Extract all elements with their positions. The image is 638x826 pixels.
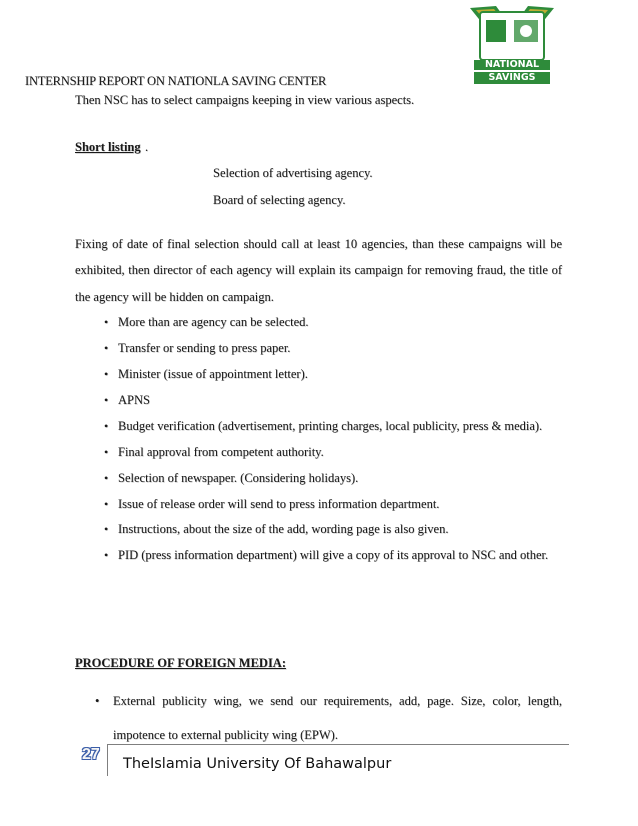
bullet-icon: • [95, 694, 100, 708]
paragraph-line: the agency will be hidden on campaign. [75, 290, 274, 304]
bullet-icon: • [104, 548, 109, 562]
list-item-text: More than are agency can be selected. [118, 315, 309, 329]
foreign-bullet-line: impotence to external publicity wing (EPW). [113, 728, 338, 742]
bullet-icon: • [104, 393, 109, 407]
footer-university: TheIslamia University Of Bahawalpur [123, 756, 392, 772]
list-item-text: Budget verification (advertisement, printing charges, local publicity, press & media). [118, 419, 543, 433]
page-number: 27 [82, 746, 100, 763]
list-item-text: Final approval from competent authority. [118, 445, 324, 459]
list-item-text: Issue of release order will send to press information department. [118, 497, 440, 511]
foreign-media-heading: PROCEDURE OF FOREIGN MEDIA: [75, 656, 286, 670]
bullet-icon: • [104, 522, 109, 536]
list-item-text: Minister (issue of appointment letter). [118, 367, 308, 381]
list-item-text: Transfer or sending to press paper. [118, 341, 291, 355]
bullet-icon: • [104, 445, 109, 459]
national-savings-logo [466, 2, 558, 88]
footer-vertical-divider [107, 744, 108, 776]
footer-divider [107, 744, 569, 745]
short-listing-item: Board of selecting agency. [213, 193, 346, 207]
short-listing-item: Selection of advertising agency. [213, 166, 373, 180]
list-item-text: PID (press information department) will give a copy of its approval to NSC and other. [118, 548, 549, 562]
paragraph-line: Fixing of date of final selection should call at least 10 agencies, than these campaigns will be [75, 237, 562, 251]
list-item [104, 419, 543, 434]
bullet-icon: • [104, 341, 109, 355]
logo-text: NATIONAL SAVINGS [484, 59, 539, 83]
list-item-text: Selection of newspaper. (Considering holidays). [118, 471, 359, 485]
list-item [104, 341, 291, 356]
bullet-icon: • [104, 419, 109, 433]
list-item [104, 497, 440, 512]
list-item-text: Instructions, about the size of the add, wording page is also given. [118, 522, 449, 536]
bullet-icon: • [104, 497, 109, 511]
short-listing-dot: . [145, 140, 149, 154]
list-item [104, 548, 549, 563]
list-item [104, 471, 359, 486]
paragraph-line: exhibited, then director of each agency will explain its campaign for removing fraud, the title of [75, 263, 562, 277]
list-item-text: APNS [118, 393, 150, 407]
bullet-icon: • [104, 367, 109, 381]
list-item [104, 393, 150, 408]
bullet-icon: • [104, 315, 109, 329]
report-header-title: INTERNSHIP REPORT ON NATIONLA SAVING CENTER [25, 74, 327, 88]
list-item [104, 522, 449, 537]
list-item [104, 445, 324, 460]
list-item [104, 315, 309, 330]
foreign-bullet-line: External publicity wing, we send our requirements, add, page. Size, color, length, [113, 694, 562, 708]
bullet-icon: • [104, 471, 109, 485]
intro-text: Then NSC has to select campaigns keeping in view various aspects. [75, 93, 415, 107]
list-item [104, 367, 308, 382]
short-listing-heading: Short listing [75, 140, 141, 154]
